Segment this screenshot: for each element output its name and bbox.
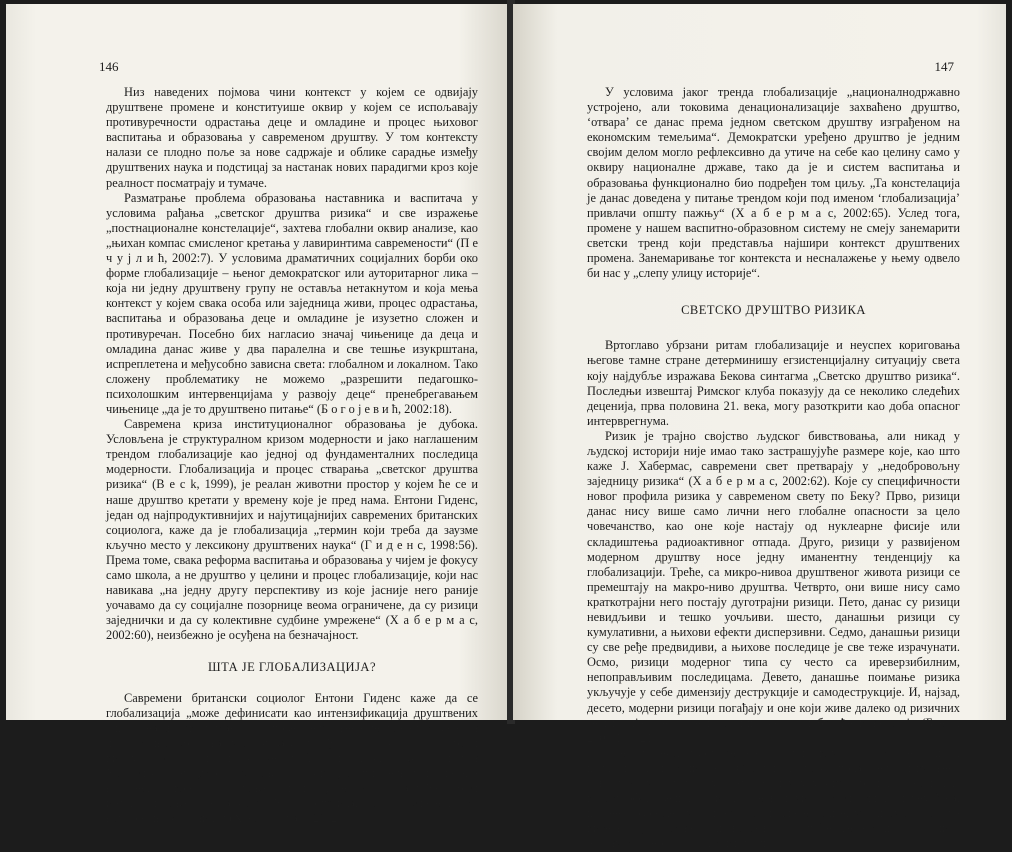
paragraph: У условима јаког тренда глобализације „националнодржавно устројено, али токовима денационализације захваћено друштво, ‘отвара’ се данас према једном светском друштву изграђеном на економским темељима“. Демократски уређено друштво је једним својим делом могло рефлексивно да утиче на себе као целину само у оквиру националне државе, тако да је и систем васпитања и образовања функционално био подређен том циљу. „Та констелација је данас доведена у питање трендом који под именом ‘глобализација’ привлачи општу пажњу“ (Х а б е р м а с, 2002:65). Услед тога, промене у нашем васпитно-образовном систему не смеју занемарити светски тренд који представља најшири контекст друштвених промена. Занемаривање тог контекста и несналажење у њему одвело би нас у „слепу улицу историје“. (587, 85, 960, 281)
paragraph: Низ наведених појмова чини контекст у којем се одвијају друштвене промене и конституише оквир у којем се испољавају противуречности одрастања деце и омладине и процес њиховог васпитања и образовања у савременом друштву. У том контексту налази се плодно поље за нове садржаје и облике сарадње између друштвених наука и подстицај за настанак нових парадигми кроз које реалност посматрају и тумаче. (106, 85, 478, 190)
page-text (106, 85, 478, 826)
section-heading: ШТА ЈЕ ГЛОБАЛИЗАЦИЈА? (207, 660, 377, 675)
paragraph: Вртоглаво убрзани ритам глобализације и неуспех кориговања његове тамне стране детерминишу егзистенцијалну ситуацију света коју најдубље изражава Бекова синтагма „Светско друштво ризика“. Последњи извештај Римског клуба показују да се неколико следећих деценија, прва половина 21. века, могу разоткрити као доба опасног интерврегнума. (587, 338, 960, 428)
page-number: 147 (934, 59, 954, 74)
section-heading: СВЕТСКО ДРУШТВО РИЗИКА (681, 303, 866, 318)
paragraph: Савремена криза институционалног образовања је дубока. Условљена је структуралном кризом модерности и јако наглашеним трендом глобализације као једној од фундаменталних последица модерности. Глобализација и процес стварања „светског друштва ризика“ (B e c k, 1999), је реалан животни простор у којем ће се и наше друштво кретати у времену које је пред нама. Ентони Гиденс, један од најпродуктивнијих и најутицајнијих савремених британских социолога, каже да је глобализација „термин који треба да заузме кључно место у лексикону друштвених наука“ (Г и д е н с, 1998:56). Према томе, свака реформа васпитања и образовања у чијем је фокусу само школа, а не друштво у целини и процес глобализације, који нас навикава „на једну другу перспективу из које јасније него раније уочавамо да су социјалне позорнице веома ограничене, да су ризици заједнички и да су колективне судбине умрежене“ (Х а б е р м а с, 2002:60), неизбежно је осуђена на безначајност. (106, 417, 478, 643)
paragraph: Пред човечанством се налазе три круга ризика: екołошки, шехнолошки и социјални. Сва три круга су показатељи изгубљене равнотеже у савременом свету. На првом месту је ризик од еколошке катастрофе, великих и непредвидивих климатских поремећаја, ширења озонске рупе и ефекта стаклене баште, уништавања извора кисеоника, фаталне осушивање воде за пиће. Технолошки ризици у ери нуклеарног, биолошког и хемиј- (587, 745, 960, 851)
right-page (513, 4, 1006, 851)
paragraph: Ризик је трајно својство људског бивствовања, али никад у људској историји није имао тако застрашујуће размере које, као што каже Ј. Хабермас, савремени свет претварају у „недобровољну заједницу ризика“ (Х а б е р м а с, 2002:62). Које су специфичности новог профила ризика у савременом свету по Беку? Прво, ризици данас нису више само лични него глобалне опасности за цело човечанство, као оне које настају од нуклеарне фисије или складиштења радиоактивног отпада. Друго, ризици у развијеном модерном друштву носе једну иманентну тенденцију ка глобализацији. Треће, са микро-нивоа друштвеног живота ризици се премештају на макро-ниво друштва. Четврто, они више нису само краткотрајни него постају дуготрајни ризици. Пето, данас су ризици невидљиви и тешко уочљиви. шесто, данашњи ризици су кумулативни, а њихови ефекти дисперзивни. Седмо, данашњи ризици су све ређе предвидиви, а њихове последице је све теже израчунати. Осмо, ризици модерног типа су често са иреверзибилним, непоправљивим последицама. Девето, данашње поимање ризика укључује у себе димензију деструкције и самодеструкције. И, најзад, десето, модерни ризици погађају и оне који живе далеко од ризичних територија а њихове последице сносе и будуће генерације (Б е к, 2001:17–121). (587, 428, 960, 745)
page-text (587, 85, 960, 852)
paragraph: Савремени британски социолог Ентони Гиденс каже да се глобализација „може дефинисати као интензификација друштвених односа на светском плану, која повезује удаљена места на такав начин да локална збивања уобличавају догађаји који су се одиграли километрима далеко и vice versa“ (Г и д е н с, 1998:69). Јирген Хабермас појам „глобализовање“ користи „за опис једног процеса, а не неког коначног стања“, који „обележава растуће обим интензивирања односа саобраћаја, комуникација и размене преко националних граница“ (Х а б е р м а с, 2002:70). (106, 690, 478, 826)
page-number: 146 (99, 59, 119, 74)
left-page (6, 4, 509, 826)
paragraph: Разматрање проблема образовања наставника и васпитача у условима рађања „светског друштва ризика“ и све изражење „постнационалне констелације“, захтева глобални оквир анализе, као „њихан компас смисленог кретања у лавиринтима савремености“ (П е ч у ј л и ћ, 2002:7). У условима драматичних социјалних борби око форме глобализације – њеног демократског или ауторитарног лика – која ни једну друштвену групу не оставља нетакнутом и која мења контекст у којем свака особа или заједница живи, процес одрастања, васпитања и образовања деце и омладине је изузетно сложен и противуречан. Посебно бих нагласио значај чињенице да деца и омладина данас живе у два паралелна и све тешње изукрштана, испреплетена и међусобно зависна света: глобалном и локалном. Тако сложену проблематику не можемо „разрешити педагошко-психолошким интервенцијама у развоју деце“ пренебрегавањем чињенице „да је то друштвено питање“ (Б о г о ј е в и ћ, 2002:18). (106, 190, 478, 416)
